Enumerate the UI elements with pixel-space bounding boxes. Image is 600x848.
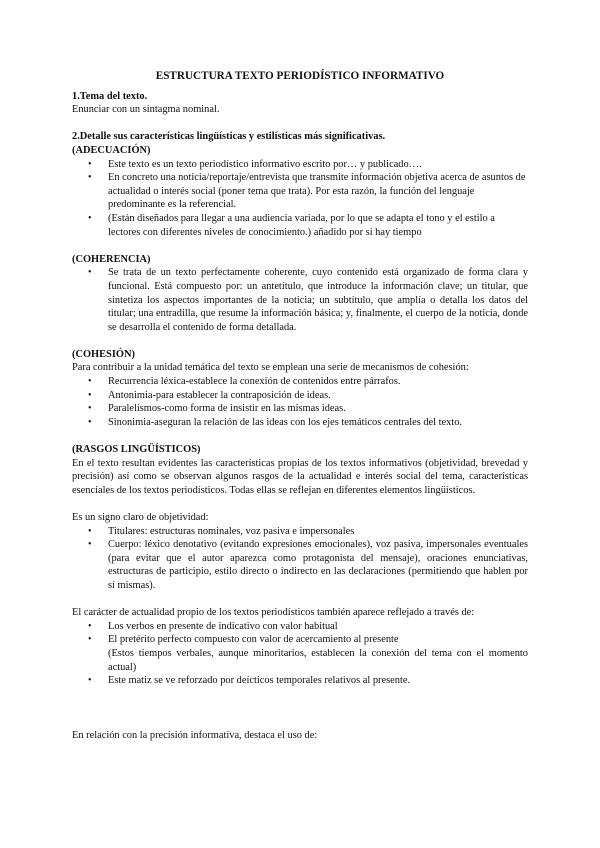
list-item: • En concreto una noticia/reportaje/entrevista que transmite información objetiva acerca de asuntos de actualidad o interés social (poner tema que trata). Por esta razón, la función del lenguaje predominante es la referencial. (108, 171, 528, 212)
section-1-text: Enunciar con un sintagma nominal. (72, 104, 220, 116)
rasgos-intro: En el texto resultan evidentes las características propias de los textos informativos (objetividad, brevedad y precisión) así como se observan algunos rasgos de la actualidad e interés social del tema, características esenciales de los textos periodísticos. Todas ellas se reflejan en diferentes elementos lingüísticos. (72, 457, 528, 496)
list-item: • Este texto es un texto periodístico informativo escrito por… y publicado…. (108, 158, 528, 172)
document-title: ESTRUCTURA TEXTO PERIODÍSTICO INFORMATIVO (155, 70, 445, 82)
precision-intro: En relación con la precisión informativa, destaca el uso de: (72, 729, 318, 741)
objetividad-intro: Es un signo claro de objetividad: (72, 512, 209, 523)
objetividad-list (72, 525, 528, 593)
list-item: • El pretérito perfecto compuesto con valor de acercamiento al presente (108, 633, 528, 647)
cohesion-intro: Para contribuir a la unidad temática del texto se emplean una serie de mecanismos de cohesión: (72, 362, 469, 374)
cohesion-label: (COHESIÓN) (72, 348, 135, 360)
document-page (72, 70, 528, 742)
list-item-note: (Estos tiempos verbales, aunque minoritarios, establecen la conexión del tema con el momento actual) (108, 647, 528, 673)
cohesion-list (72, 375, 528, 429)
adecuacion-label: (ADECUACIÓN) (72, 144, 151, 156)
section-1-heading: 1.Tema del texto. (72, 90, 148, 102)
list-item: • Cuerpo: léxico denotativo (evitando expresiones emocionales), voz pasiva, impersonales eventuales (para evitar que el autor aparezca como protagonista del mensaje), oraciones enunciativas, estructuras de participio, estilo directo o indirecto en las declaraciones (permitiendo que hablen por sí mismas). (108, 538, 528, 592)
list-item: • Paralelismos-como forma de insistir en las mismas ideas. (108, 402, 528, 416)
list-item: • Este matiz se ve reforzado por deícticos temporales relativos al presente. (108, 674, 528, 688)
list-item: • Titulares: estructuras nominales, voz pasiva e impersonales (108, 525, 528, 539)
coherencia-list (72, 266, 528, 334)
list-item: • Antonimia-para establecer la contraposición de ideas. (108, 389, 528, 403)
list-item: • (Están diseñados para llegar a una audiencia variada, por lo que se adapta el tono y el estilo a lectores con diferentes niveles de conocimiento.) añadido por si hay tiempo (108, 212, 528, 239)
list-item: • Sinonimia-aseguran la relación de las ideas con los ejes temáticos centrales del texto. (108, 416, 528, 430)
adecuacion-list (72, 158, 528, 240)
list-item: • Se trata de un texto perfectamente coherente, cuyo contenido está organizado de forma clara y funcional. Está compuesto por: un antetítulo, que introduce la información clave; un titular, que sintetiza los aspectos importantes de la noticia; un subtítulo, que amplía o detalla los datos del titular; una entradilla, que resume la información básica; y, finalmente, el cuerpo de la noticia, donde se desarrolla el contenido de forma detallada. (108, 266, 528, 334)
list-item: • Recurrencia léxica-establece la conexión de contenidos entre párrafos. (108, 375, 528, 389)
coherencia-label: (COHERENCIA) (72, 253, 151, 265)
rasgos-label: (RASGOS LINGÜÍSTICOS) (72, 444, 201, 456)
section-2-heading: 2.Detalle sus características lingüísticas y estilísticas más significativas. (72, 131, 386, 143)
actualidad-list (72, 620, 528, 688)
list-item: • Los verbos en presente de indicativo con valor habitual (108, 620, 528, 634)
actualidad-intro: El carácter de actualidad propio de los textos periodísticos también aparece reflejado a través de: (72, 607, 475, 619)
